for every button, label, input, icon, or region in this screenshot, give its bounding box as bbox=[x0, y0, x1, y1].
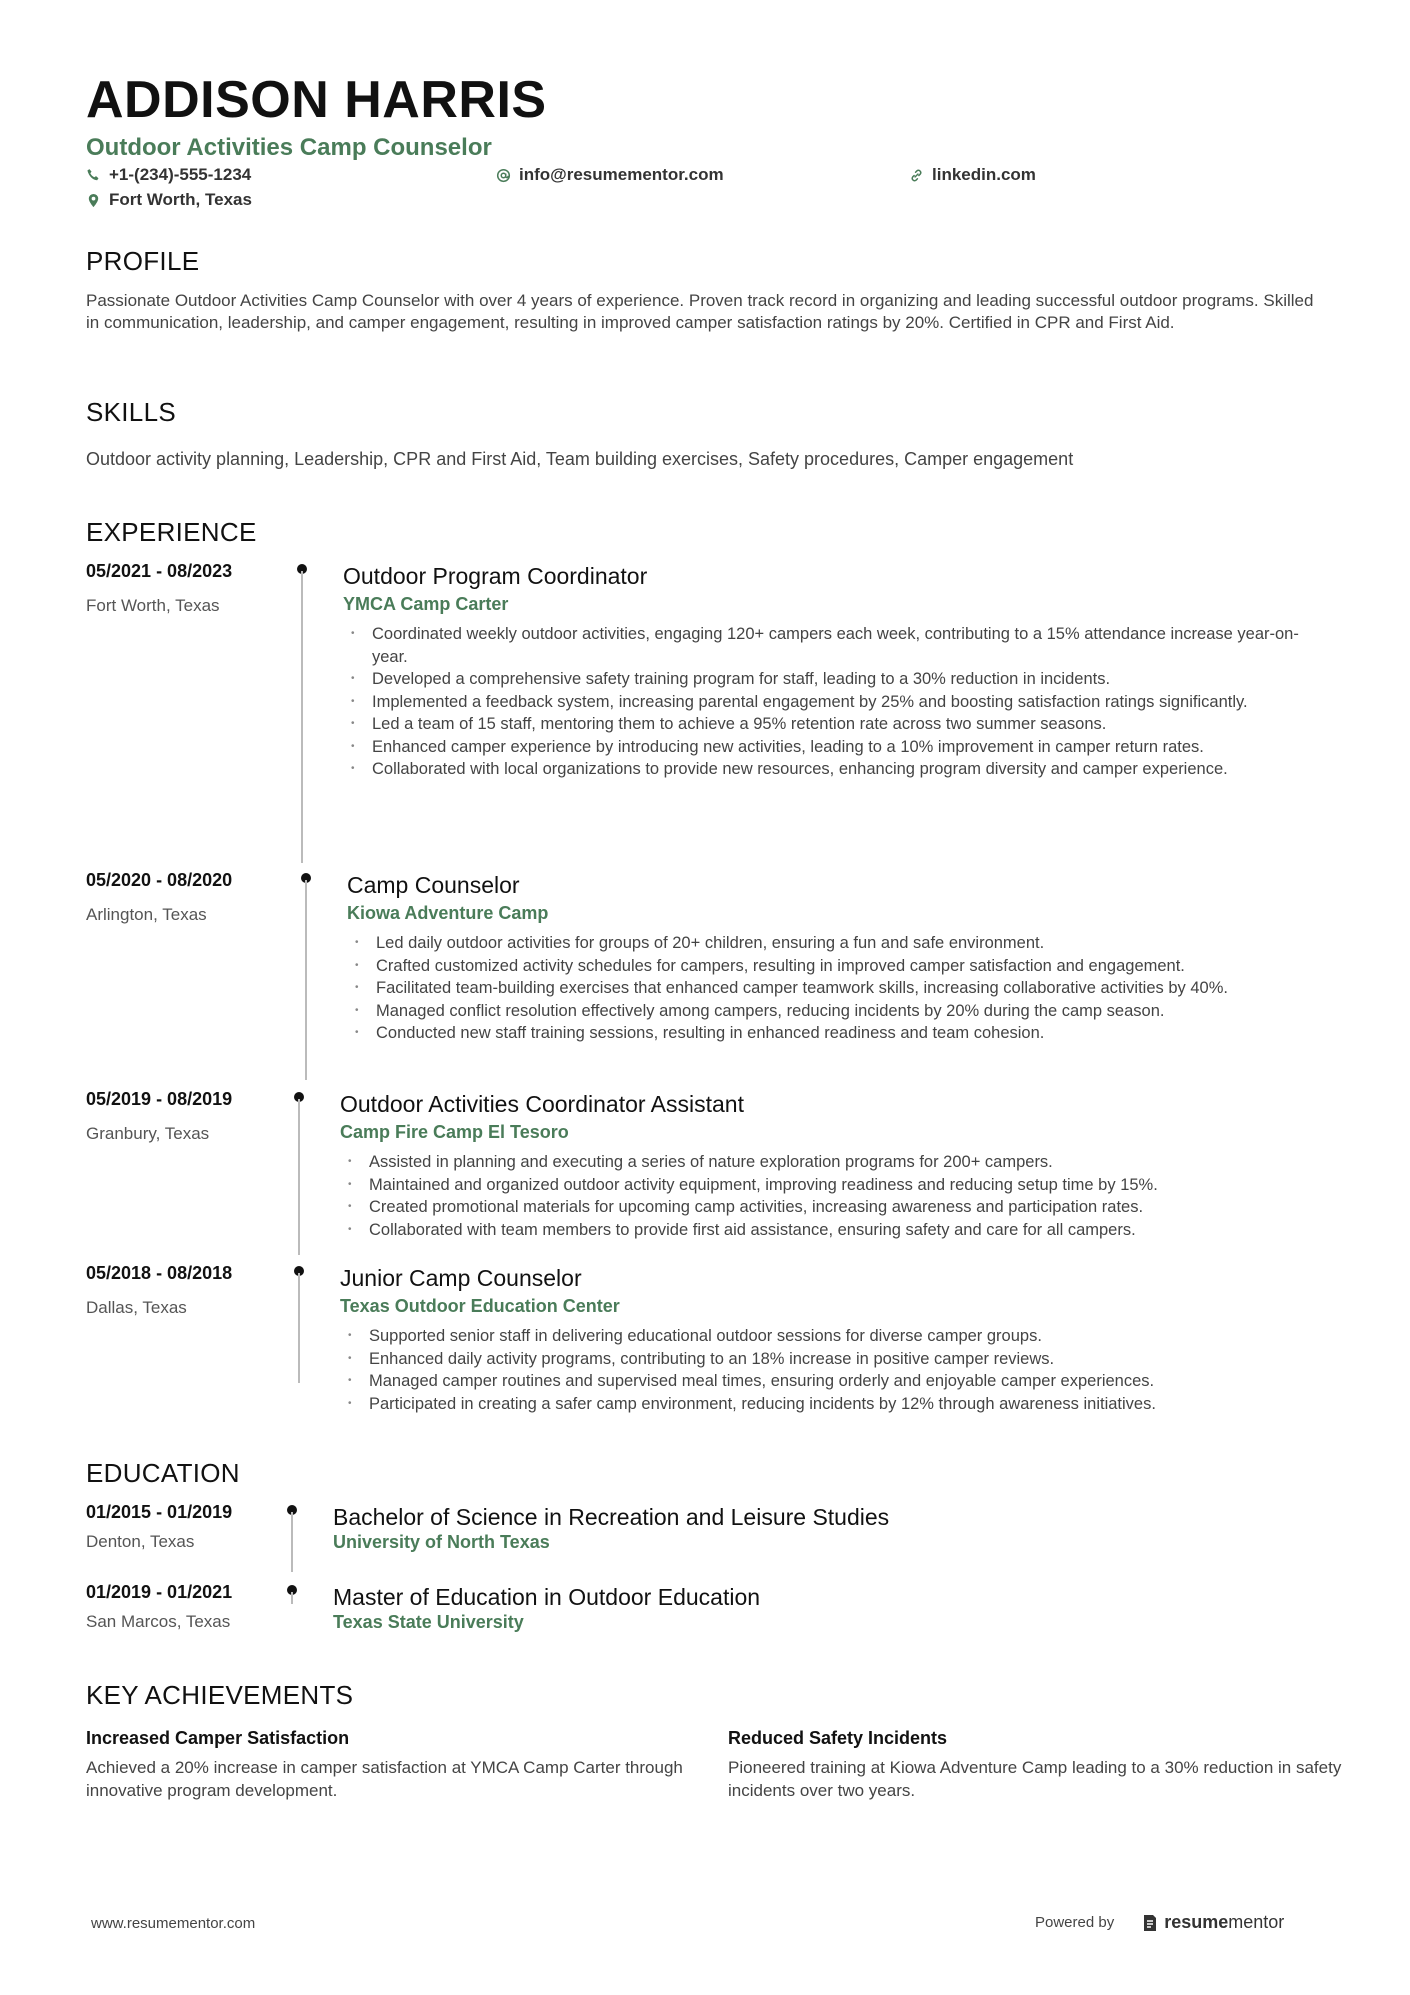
job-bullet: • Coordinated weekly outdoor activities, engaging 120+ campers each week, contributing to a 15% attendance increase year-on-year. bbox=[343, 623, 1323, 668]
brand-logo[interactable] bbox=[1142, 1912, 1284, 1933]
job-content bbox=[340, 1263, 1320, 1415]
job-bullet: • Created promotional materials for upcoming camp activities, increasing awareness and participation rates. bbox=[340, 1196, 1320, 1219]
job-company: Texas Outdoor Education Center bbox=[340, 1296, 620, 1316]
job-company: Kiowa Adventure Camp bbox=[347, 903, 549, 923]
brand-name-bold: resume bbox=[1164, 1912, 1229, 1932]
profile-text: Passionate Outdoor Activities Camp Counselor with over 4 years of experience. Proven track record in organizing and leading successful outdoor programs. Skilled in communication, leadership, and camper engagement, resulting in improved camper satisfaction ratings by 20%. Certified in CPR and First Aid. bbox=[86, 291, 1314, 332]
education-degree: Bachelor of Science in Recreation and Leisure Studies bbox=[333, 1504, 890, 1530]
job-location: Fort Worth, Texas bbox=[86, 596, 220, 615]
job-date: 05/2018 - 08/2018 bbox=[86, 1263, 233, 1283]
job-bullet: • Assisted in planning and executing a series of nature exploration programs for 200+ campers. bbox=[340, 1151, 1320, 1174]
linkedin-contact[interactable] bbox=[909, 165, 1036, 185]
link-icon bbox=[909, 168, 924, 183]
footer-branding bbox=[1035, 1912, 1284, 1933]
phone-number: +1-(234)-555-1234 bbox=[109, 165, 252, 184]
job-bullets bbox=[343, 623, 1323, 781]
location-text: Fort Worth, Texas bbox=[109, 190, 252, 209]
achievement-text: Achieved a 20% increase in camper satisfaction at YMCA Camp Carter through innovative program development. bbox=[86, 1758, 683, 1800]
education-heading: EDUCATION bbox=[86, 1458, 240, 1488]
job-bullet: • Maintained and organized outdoor activity equipment, improving readiness and reducing setup time by 15%. bbox=[340, 1174, 1320, 1197]
brand-name-light: mentor bbox=[1228, 1912, 1285, 1932]
achievement-item bbox=[86, 1728, 706, 1802]
job-bullet: • Participated in creating a safer camp environment, reducing incidents by 12% through awareness initiatives. bbox=[340, 1393, 1320, 1416]
job-company: Camp Fire Camp El Tesoro bbox=[340, 1122, 569, 1142]
phone-icon bbox=[86, 168, 101, 183]
education-location: Denton, Texas bbox=[86, 1532, 195, 1551]
education-date: 01/2015 - 01/2019 bbox=[86, 1502, 233, 1522]
timeline-line bbox=[291, 1592, 293, 1604]
at-icon bbox=[496, 168, 511, 183]
job-date: 05/2019 - 08/2019 bbox=[86, 1089, 233, 1109]
job-content bbox=[343, 561, 1323, 781]
job-content bbox=[340, 1089, 1320, 1241]
skills-text: Outdoor activity planning, Leadership, CPR and First Aid, Team building exercises, Safety procedures, Camper engagement bbox=[86, 449, 1074, 469]
linkedin-url: linkedin.com bbox=[932, 165, 1036, 184]
job-role: Outdoor Program Coordinator bbox=[343, 563, 648, 589]
job-date: 05/2021 - 08/2023 bbox=[86, 561, 233, 581]
education-school: Texas State University bbox=[333, 1612, 524, 1632]
job-bullet: • Collaborated with team members to provide first aid assistance, ensuring safety and care for all campers. bbox=[340, 1219, 1320, 1242]
job-title: Outdoor Activities Camp Counselor bbox=[86, 134, 492, 161]
job-bullet: • Managed camper routines and supervised meal times, ensuring orderly and enjoyable camper experiences. bbox=[340, 1370, 1320, 1393]
job-role: Outdoor Activities Coordinator Assistant bbox=[340, 1091, 744, 1117]
job-bullets bbox=[340, 1325, 1320, 1415]
education-date: 01/2019 - 01/2021 bbox=[86, 1582, 233, 1602]
education-school: University of North Texas bbox=[333, 1532, 550, 1552]
education-content bbox=[333, 1582, 1313, 1633]
experience-heading: EXPERIENCE bbox=[86, 517, 257, 547]
resumementor-logo-icon bbox=[1142, 1913, 1158, 1933]
achievement-text: Pioneered training at Kiowa Adventure Camp leading to a 30% reduction in safety incidents over two years. bbox=[728, 1758, 1342, 1800]
job-bullet: • Crafted customized activity schedules for campers, resulting in improved camper satisfaction and engagement. bbox=[347, 955, 1327, 978]
job-content bbox=[347, 870, 1327, 1045]
email-address: info@resumementor.com bbox=[519, 165, 724, 184]
job-bullet: • Supported senior staff in delivering educational outdoor sessions for diverse camper groups. bbox=[340, 1325, 1320, 1348]
job-bullet: • Implemented a feedback system, increasing parental engagement by 25% and boosting satisfaction ratings significantly. bbox=[343, 691, 1323, 714]
job-bullet: • Enhanced camper experience by introducing new activities, leading to a 10% improvement in camper return rates. bbox=[343, 736, 1323, 759]
job-bullet: • Led daily outdoor activities for groups of 20+ children, ensuring a fun and safe environment. bbox=[347, 932, 1327, 955]
job-bullets bbox=[340, 1151, 1320, 1241]
job-role: Junior Camp Counselor bbox=[340, 1265, 582, 1291]
location-contact bbox=[86, 190, 252, 210]
achievement-title: Increased Camper Satisfaction bbox=[86, 1728, 350, 1748]
job-location: Dallas, Texas bbox=[86, 1298, 187, 1317]
achievement-item bbox=[728, 1728, 1348, 1802]
footer-website[interactable]: www.resumementor.com bbox=[91, 1915, 256, 1932]
education-content bbox=[333, 1502, 1313, 1553]
achievements-heading: KEY ACHIEVEMENTS bbox=[86, 1680, 354, 1710]
job-bullet: • Managed conflict resolution effectively among campers, reducing incidents by 20% during the camp season. bbox=[347, 1000, 1327, 1023]
job-bullet: • Facilitated team-building exercises that enhanced camper teamwork skills, increasing collaborative activities by 40%. bbox=[347, 977, 1327, 1000]
job-location: Granbury, Texas bbox=[86, 1124, 210, 1143]
job-bullet: • Collaborated with local organizations to provide new resources, enhancing program diversity and camper experience. bbox=[343, 758, 1323, 781]
education-degree: Master of Education in Outdoor Education bbox=[333, 1584, 761, 1610]
candidate-name: ADDISON HARRIS bbox=[86, 71, 547, 129]
skills-heading: SKILLS bbox=[86, 397, 176, 427]
phone-contact[interactable] bbox=[86, 165, 251, 185]
job-date: 05/2020 - 08/2020 bbox=[86, 870, 233, 890]
timeline-line bbox=[291, 1512, 293, 1572]
education-location: San Marcos, Texas bbox=[86, 1612, 231, 1631]
timeline-line bbox=[301, 571, 303, 863]
job-bullet: • Led a team of 15 staff, mentoring them to achieve a 95% retention rate across two summer seasons. bbox=[343, 713, 1323, 736]
timeline-line bbox=[298, 1273, 300, 1383]
location-pin-icon bbox=[86, 193, 101, 208]
email-contact[interactable] bbox=[496, 165, 724, 185]
job-bullets bbox=[347, 932, 1327, 1045]
profile-heading: PROFILE bbox=[86, 246, 200, 276]
timeline-line bbox=[298, 1099, 300, 1255]
powered-by-label: Powered by bbox=[1035, 1914, 1115, 1931]
job-role: Camp Counselor bbox=[347, 872, 520, 898]
timeline-line bbox=[305, 880, 307, 1080]
job-bullet: • Enhanced daily activity programs, contributing to an 18% increase in positive camper reviews. bbox=[340, 1348, 1320, 1371]
job-location: Arlington, Texas bbox=[86, 905, 207, 924]
achievement-title: Reduced Safety Incidents bbox=[728, 1728, 948, 1748]
job-company: YMCA Camp Carter bbox=[343, 594, 509, 614]
job-bullet: • Developed a comprehensive safety training program for staff, leading to a 30% reduction in incidents. bbox=[343, 668, 1323, 691]
job-bullet: • Conducted new staff training sessions, resulting in enhanced readiness and team cohesion. bbox=[347, 1022, 1327, 1045]
